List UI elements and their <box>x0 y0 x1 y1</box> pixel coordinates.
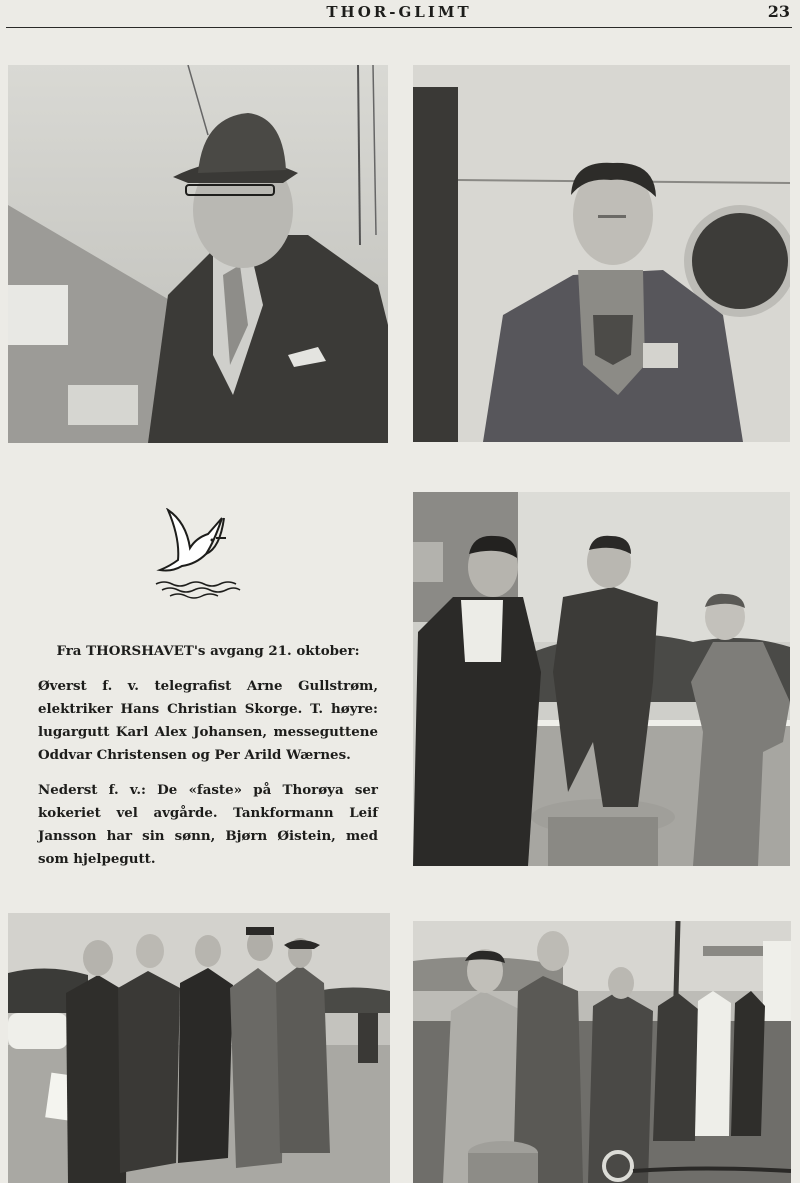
seagull-logo-icon <box>150 508 246 600</box>
magazine-title: THOR-GLIMT <box>326 3 472 21</box>
photo-electrician <box>413 65 790 442</box>
photo-cabin-boys <box>413 492 790 866</box>
caption-headline: Fra THORSHAVET's avgang 21. oktober: <box>56 643 360 659</box>
photo-caption <box>38 640 378 883</box>
page-number: 23 <box>767 2 790 21</box>
photo-telegraphist <box>8 65 388 443</box>
photo-tank-foreman <box>413 921 791 1183</box>
caption-paragraph-top: Øverst f. v. telegrafist Arne Gullstrøm, elektriker Hans Christian Skorge. T. høyre: lugargutt Karl Alex Johansen, messeguttene Oddvar Christensen og Per Arild Wærnes. <box>38 678 378 763</box>
photo-regulars-thoroya <box>8 913 390 1183</box>
page-header <box>6 0 792 28</box>
caption-paragraph-bottom: Nederst f. v.: De «faste» på Thorøya ser kokeriet vel avgårde. Tankformann Leif Jansson har sin sønn, Bjørn Øistein, med som hjelpegutt. <box>38 782 378 867</box>
